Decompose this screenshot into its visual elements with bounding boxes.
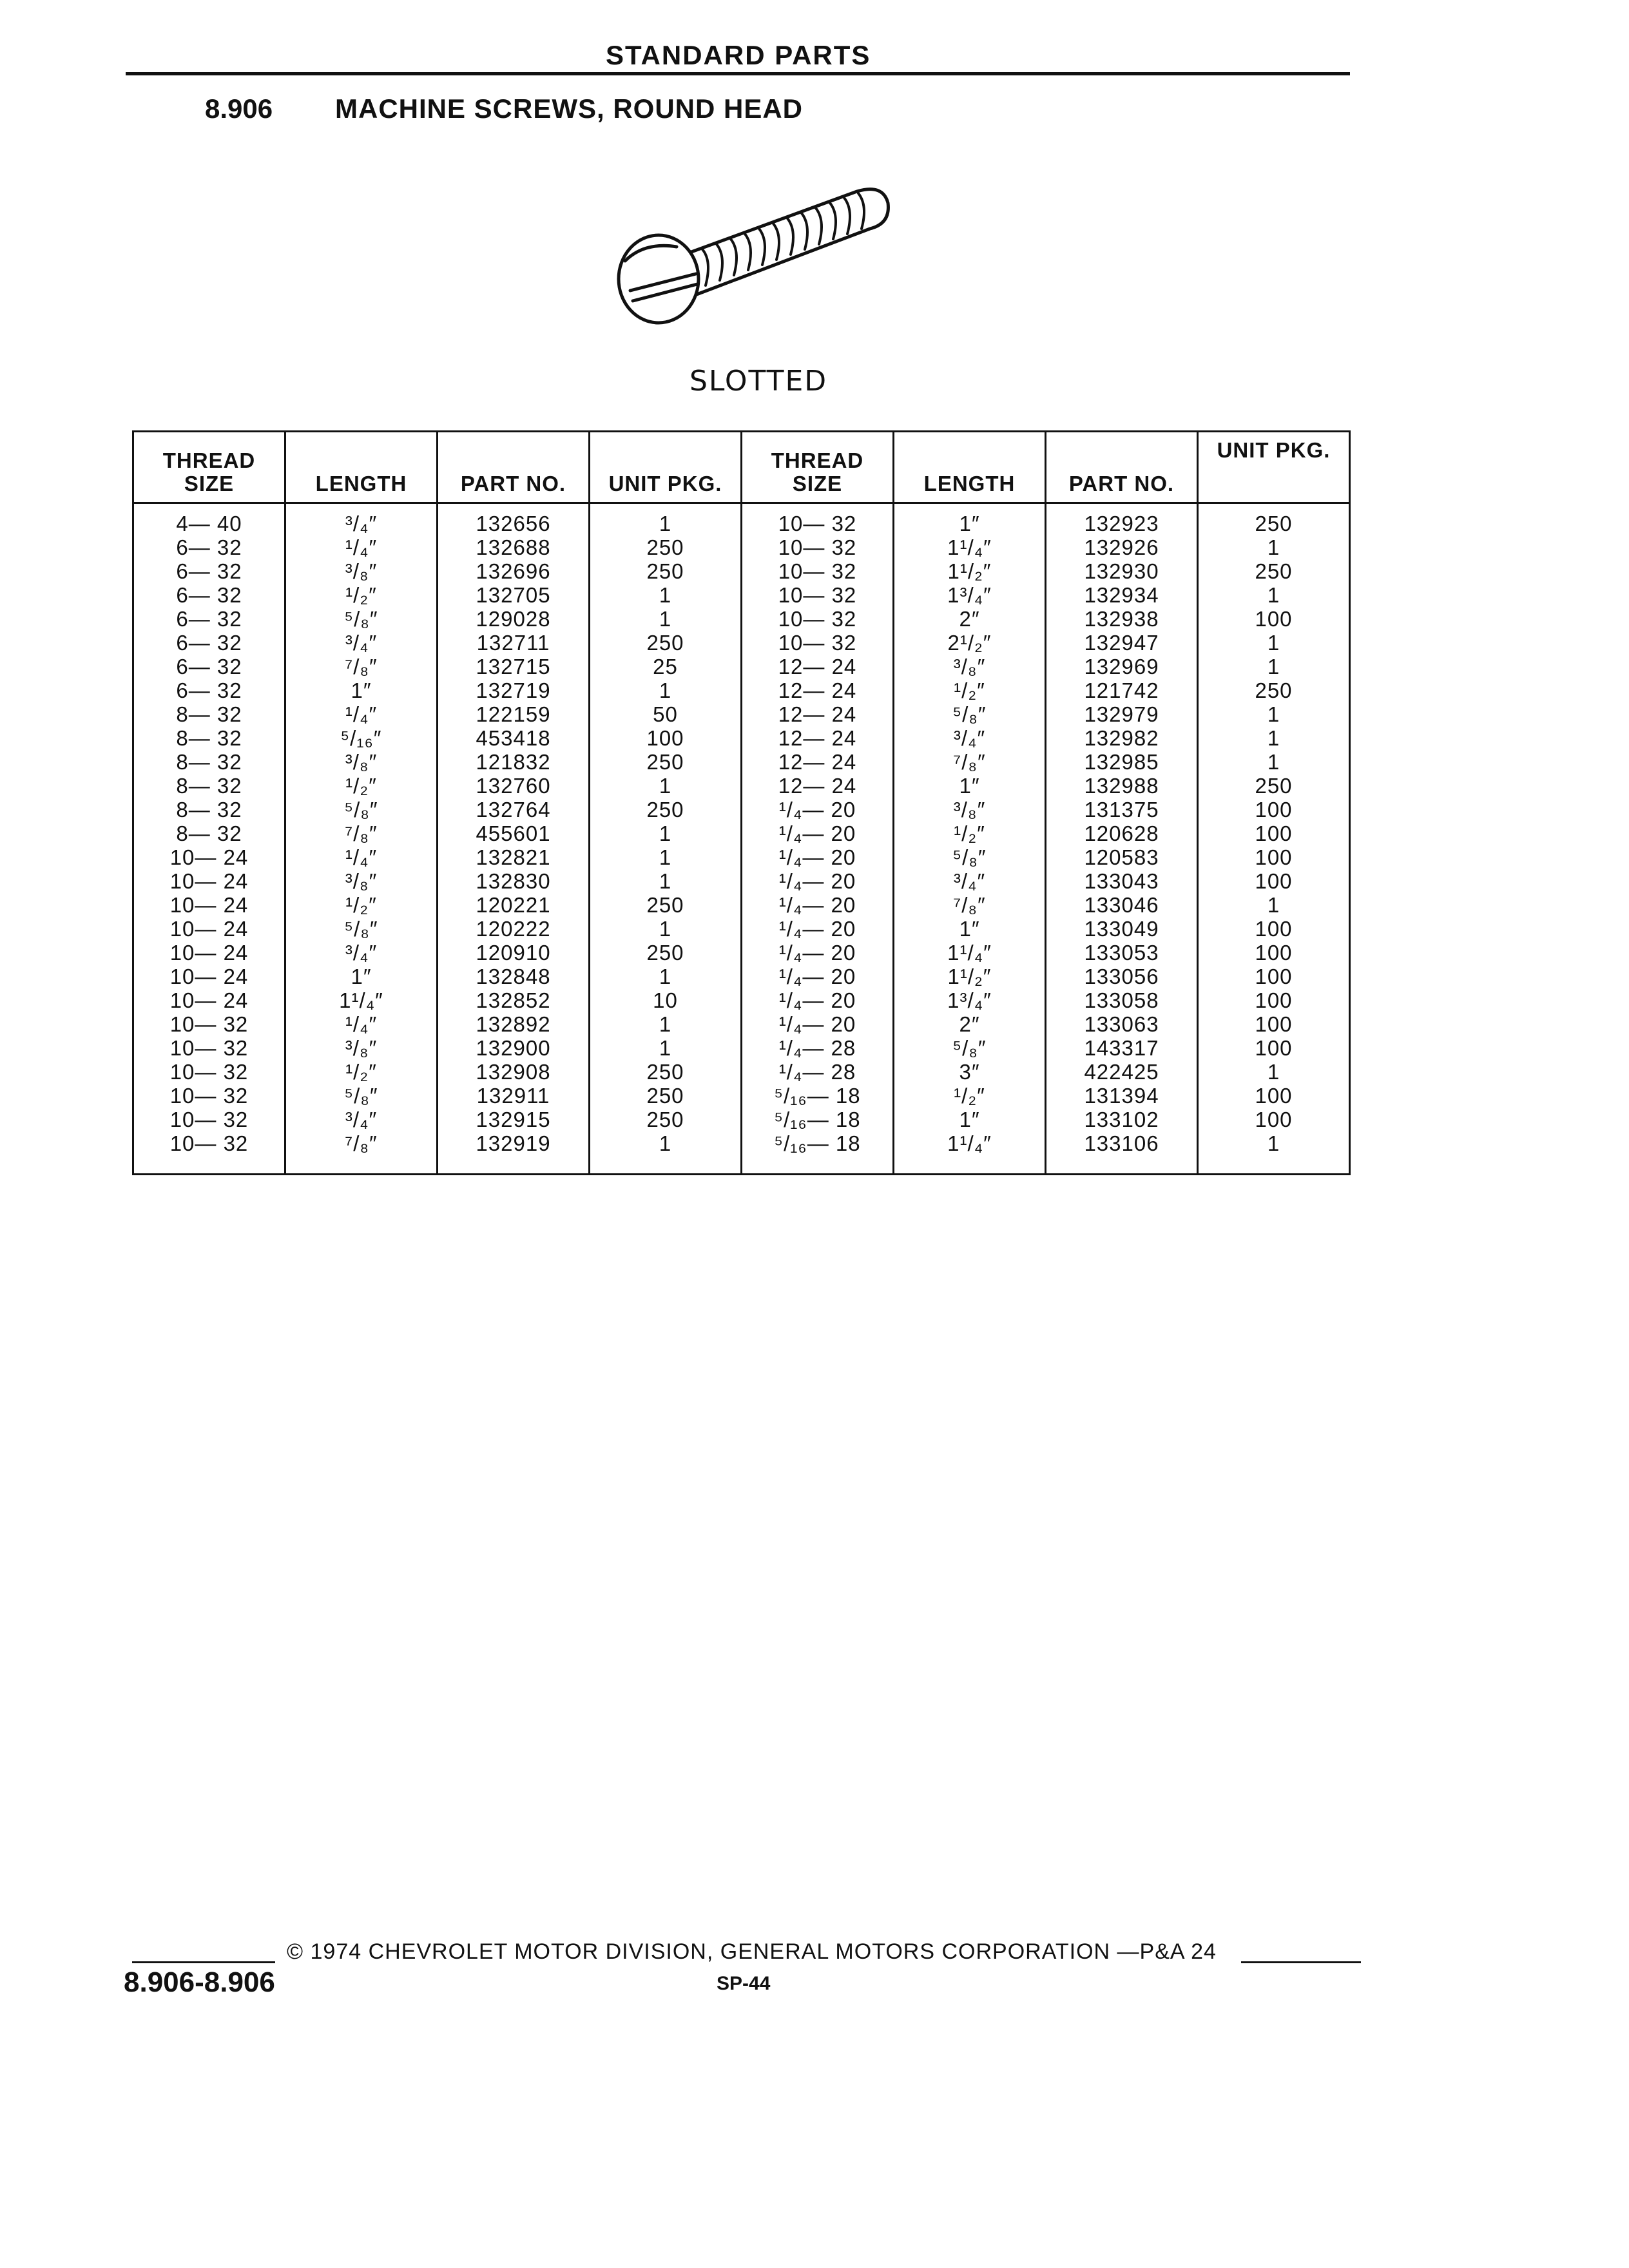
- table-cell: ⁵/₁₆— 18: [742, 1084, 894, 1108]
- table-cell: 1: [590, 869, 742, 893]
- parts-table: [132, 430, 1351, 1175]
- table-cell: 122159: [438, 702, 590, 726]
- slotted-round-head-screw-icon: [599, 164, 909, 351]
- table-row: [133, 869, 1350, 893]
- table-cell: 100: [1198, 917, 1350, 941]
- column-header: PART NO.: [1046, 432, 1198, 503]
- table-cell: 133102: [1046, 1108, 1198, 1131]
- table-cell: ¹/₄″: [285, 535, 438, 559]
- table-cell: ¹/₄— 20: [742, 869, 894, 893]
- table-cell: 100: [1198, 845, 1350, 869]
- table-cell: 100: [1198, 1084, 1350, 1108]
- table-cell: 132988: [1046, 774, 1198, 798]
- table-cell: 250: [1198, 774, 1350, 798]
- table-cell: 1: [1198, 535, 1350, 559]
- table-cell: ¹/₄— 20: [742, 822, 894, 845]
- table-cell: 1: [590, 583, 742, 607]
- table-cell: ¹/₄— 20: [742, 798, 894, 822]
- table-row: [133, 559, 1350, 583]
- table-cell: 6— 32: [133, 655, 285, 678]
- table-cell: 100: [1198, 798, 1350, 822]
- table-cell: 1: [1198, 655, 1350, 678]
- column-header: THREAD SIZE: [133, 432, 285, 503]
- table-cell: 100: [1198, 965, 1350, 988]
- table-cell: ⁷/₈″: [894, 750, 1046, 774]
- table-cell: ⁷/₈″: [894, 893, 1046, 917]
- table-cell: 132930: [1046, 559, 1198, 583]
- table-cell: ³/₈″: [894, 798, 1046, 822]
- table-cell: 120221: [438, 893, 590, 917]
- table-cell: 8— 32: [133, 798, 285, 822]
- table-cell: 133056: [1046, 965, 1198, 988]
- table-cell: 250: [590, 559, 742, 583]
- column-header: LENGTH: [894, 432, 1046, 503]
- table-cell: ⁵/₈″: [285, 917, 438, 941]
- table-cell: 8— 32: [133, 726, 285, 750]
- table-cell: 131394: [1046, 1084, 1198, 1108]
- table-cell: ³/₄″: [285, 503, 438, 536]
- table-cell: 1: [1198, 702, 1350, 726]
- table-cell: ³/₈″: [894, 655, 1046, 678]
- table-cell: 1¹/₂″: [894, 559, 1046, 583]
- table-cell: 250: [590, 941, 742, 965]
- table-cell: ⁵/₈″: [285, 1084, 438, 1108]
- table-cell: 1: [1198, 750, 1350, 774]
- column-header: UNIT PKG.: [1198, 432, 1350, 503]
- table-cell: 133058: [1046, 988, 1198, 1012]
- table-cell: 1: [590, 607, 742, 631]
- table-cell: 2″: [894, 1012, 1046, 1036]
- table-cell: 1¹/₄″: [285, 988, 438, 1012]
- table-cell: 250: [1198, 503, 1350, 536]
- table-cell: 1: [1198, 726, 1350, 750]
- table-cell: 1″: [285, 965, 438, 988]
- table-cell: ¹/₄— 28: [742, 1036, 894, 1060]
- table-cell: 250: [590, 750, 742, 774]
- table-cell: ¹/₄— 20: [742, 917, 894, 941]
- table-cell: 100: [1198, 822, 1350, 845]
- table-cell: 132705: [438, 583, 590, 607]
- table-cell: 50: [590, 702, 742, 726]
- table-cell: 132923: [1046, 503, 1198, 536]
- table-row: [133, 503, 1350, 536]
- table-cell: [742, 1155, 894, 1175]
- table-cell: 10: [590, 988, 742, 1012]
- table-row: [133, 678, 1350, 702]
- table-cell: ⁷/₈″: [285, 822, 438, 845]
- table-header-row: [133, 432, 1350, 503]
- table-cell: 6— 32: [133, 559, 285, 583]
- table-cell: 132852: [438, 988, 590, 1012]
- footer-copyright: © 1974 CHEVROLET MOTOR DIVISION, GENERAL MOTORS CORPORATION —P&A 24: [287, 1939, 1217, 1964]
- table-cell: 10— 32: [133, 1108, 285, 1131]
- table-cell: 131375: [1046, 798, 1198, 822]
- table-cell: ¹/₂″: [285, 1060, 438, 1084]
- table-cell: 10— 32: [742, 503, 894, 536]
- table-cell: 250: [590, 1084, 742, 1108]
- table-cell: 12— 24: [742, 655, 894, 678]
- table-cell: ¹/₂″: [285, 774, 438, 798]
- footer-rule-left: [132, 1961, 275, 1963]
- table-cell: 100: [1198, 1012, 1350, 1036]
- table-cell: 132715: [438, 655, 590, 678]
- table-cell: 100: [1198, 1108, 1350, 1131]
- table-cell: 6— 32: [133, 583, 285, 607]
- table-cell: 132719: [438, 678, 590, 702]
- table-cell: 10— 32: [133, 1084, 285, 1108]
- table-cell: [438, 1155, 590, 1175]
- table-cell: ³/₄″: [894, 869, 1046, 893]
- table-cell: ⁵/₈″: [285, 798, 438, 822]
- column-header: LENGTH: [285, 432, 438, 503]
- column-header: PART NO.: [438, 432, 590, 503]
- table-cell: 121742: [1046, 678, 1198, 702]
- table-cell: 4— 40: [133, 503, 285, 536]
- table-cell: 100: [1198, 1036, 1350, 1060]
- table-cell: 120222: [438, 917, 590, 941]
- table-cell: 1: [590, 1012, 742, 1036]
- table-cell: 132830: [438, 869, 590, 893]
- table-cell: 120583: [1046, 845, 1198, 869]
- table-cell: 133106: [1046, 1131, 1198, 1155]
- table-row: [133, 655, 1350, 678]
- table-cell: 12— 24: [742, 774, 894, 798]
- table-cell: 6— 32: [133, 631, 285, 655]
- table-row: [133, 917, 1350, 941]
- table-cell: 1: [590, 1036, 742, 1060]
- table-cell: 1: [590, 917, 742, 941]
- table-cell: 10— 24: [133, 988, 285, 1012]
- table-row: [133, 988, 1350, 1012]
- table-cell: 1¹/₄″: [894, 941, 1046, 965]
- table-cell: 10— 24: [133, 965, 285, 988]
- table-cell: 1: [1198, 631, 1350, 655]
- table-row: [133, 726, 1350, 750]
- table-bottom-rule: [133, 1155, 1350, 1175]
- table-cell: 143317: [1046, 1036, 1198, 1060]
- table-cell: 422425: [1046, 1060, 1198, 1084]
- table-cell: 250: [590, 893, 742, 917]
- table-row: [133, 631, 1350, 655]
- table-cell: 1³/₄″: [894, 988, 1046, 1012]
- table-row: [133, 1012, 1350, 1036]
- table-cell: 10— 24: [133, 941, 285, 965]
- table-cell: 1³/₄″: [894, 583, 1046, 607]
- table-cell: 120910: [438, 941, 590, 965]
- table-cell: 3″: [894, 1060, 1046, 1084]
- table-cell: 1: [590, 965, 742, 988]
- table-cell: 100: [1198, 988, 1350, 1012]
- table-cell: 132848: [438, 965, 590, 988]
- table-cell: ¹/₂″: [894, 822, 1046, 845]
- table-cell: 1: [1198, 893, 1350, 917]
- table-cell: 10— 32: [742, 631, 894, 655]
- table-cell: ¹/₄— 28: [742, 1060, 894, 1084]
- table-cell: ¹/₄— 20: [742, 893, 894, 917]
- table-row: [133, 535, 1350, 559]
- table-cell: 132985: [1046, 750, 1198, 774]
- table-cell: 6— 32: [133, 607, 285, 631]
- table-cell: 1: [1198, 1131, 1350, 1155]
- table-cell: 132711: [438, 631, 590, 655]
- table-cell: 132947: [1046, 631, 1198, 655]
- table-row: [133, 941, 1350, 965]
- table-cell: 132688: [438, 535, 590, 559]
- table-cell: 10— 32: [133, 1036, 285, 1060]
- table-cell: 1: [1198, 583, 1350, 607]
- table-cell: 120628: [1046, 822, 1198, 845]
- table-cell: ³/₈″: [285, 559, 438, 583]
- table-cell: 2¹/₂″: [894, 631, 1046, 655]
- table-cell: 10— 32: [133, 1131, 285, 1155]
- column-header: THREAD SIZE: [742, 432, 894, 503]
- table-cell: 25: [590, 655, 742, 678]
- table-cell: 100: [1198, 869, 1350, 893]
- table-cell: 10— 24: [133, 917, 285, 941]
- table-cell: ³/₈″: [285, 1036, 438, 1060]
- table-cell: 453418: [438, 726, 590, 750]
- table-cell: ³/₄″: [894, 726, 1046, 750]
- table-cell: ¹/₄″: [285, 1012, 438, 1036]
- table-cell: 132911: [438, 1084, 590, 1108]
- table-cell: ¹/₄— 20: [742, 988, 894, 1012]
- table-cell: 1″: [894, 1108, 1046, 1131]
- table-cell: 8— 32: [133, 774, 285, 798]
- header-rule: [126, 72, 1350, 75]
- table-cell: 132656: [438, 503, 590, 536]
- table-cell: ³/₈″: [285, 869, 438, 893]
- table-cell: 455601: [438, 822, 590, 845]
- table-cell: 132892: [438, 1012, 590, 1036]
- illustration-caption: SLOTTED: [689, 365, 828, 398]
- table-cell: 132821: [438, 845, 590, 869]
- table-cell: ¹/₂″: [894, 1084, 1046, 1108]
- table-cell: ¹/₄— 20: [742, 845, 894, 869]
- table-cell: 1: [590, 1131, 742, 1155]
- table-cell: ⁵/₈″: [285, 607, 438, 631]
- table-cell: 8— 32: [133, 702, 285, 726]
- table-cell: 10— 32: [742, 583, 894, 607]
- table-row: [133, 893, 1350, 917]
- table-cell: 100: [1198, 941, 1350, 965]
- table-cell: 132760: [438, 774, 590, 798]
- table-cell: 133046: [1046, 893, 1198, 917]
- table-row: [133, 1108, 1350, 1131]
- table-cell: 132908: [438, 1060, 590, 1084]
- table-cell: 12— 24: [742, 750, 894, 774]
- table-cell: 12— 24: [742, 678, 894, 702]
- table-cell: 132764: [438, 798, 590, 822]
- table-cell: 12— 24: [742, 726, 894, 750]
- table-cell: [285, 1155, 438, 1175]
- table-cell: 6— 32: [133, 678, 285, 702]
- table-cell: 133043: [1046, 869, 1198, 893]
- table-cell: [1198, 1155, 1350, 1175]
- table-cell: ⁷/₈″: [285, 655, 438, 678]
- table-cell: ⁵/₈″: [894, 702, 1046, 726]
- table-row: [133, 750, 1350, 774]
- table-cell: 133063: [1046, 1012, 1198, 1036]
- table-cell: [133, 1155, 285, 1175]
- table-cell: 133049: [1046, 917, 1198, 941]
- table-cell: ³/₄″: [285, 1108, 438, 1131]
- table-cell: 250: [590, 798, 742, 822]
- table-cell: 2″: [894, 607, 1046, 631]
- table-cell: 1″: [894, 917, 1046, 941]
- table-cell: 132969: [1046, 655, 1198, 678]
- table-cell: ¹/₄— 20: [742, 1012, 894, 1036]
- footer-rule-right: [1241, 1961, 1361, 1963]
- table-cell: 1: [590, 678, 742, 702]
- table-cell: ¹/₄— 20: [742, 965, 894, 988]
- table-cell: ¹/₂″: [285, 893, 438, 917]
- table-cell: ⁷/₈″: [285, 1131, 438, 1155]
- table-row: [133, 822, 1350, 845]
- table-cell: [894, 1155, 1046, 1175]
- table-cell: 132900: [438, 1036, 590, 1060]
- table-cell: 10— 24: [133, 869, 285, 893]
- table-cell: 1″: [285, 678, 438, 702]
- table-row: [133, 1060, 1350, 1084]
- table-cell: 1: [590, 774, 742, 798]
- table-cell: [590, 1155, 742, 1175]
- table-cell: ⁵/₈″: [894, 1036, 1046, 1060]
- table-cell: 10— 24: [133, 845, 285, 869]
- table-cell: 8— 32: [133, 750, 285, 774]
- table-row: [133, 1131, 1350, 1155]
- table-cell: 132926: [1046, 535, 1198, 559]
- table-cell: 250: [590, 1108, 742, 1131]
- table-cell: 12— 24: [742, 702, 894, 726]
- page-header-title: STANDARD PARTS: [606, 40, 871, 70]
- table-cell: 100: [1198, 607, 1350, 631]
- table-cell: ³/₈″: [285, 750, 438, 774]
- table-cell: 132934: [1046, 583, 1198, 607]
- table-cell: 10— 32: [133, 1060, 285, 1084]
- table-cell: 1: [1198, 1060, 1350, 1084]
- table-row: [133, 583, 1350, 607]
- table-cell: 132919: [438, 1131, 590, 1155]
- table-cell: 250: [1198, 678, 1350, 702]
- table-cell: 132696: [438, 559, 590, 583]
- table-cell: [1046, 1155, 1198, 1175]
- footer-section-code: 8.906-8.906: [124, 1966, 275, 1998]
- table-cell: 132938: [1046, 607, 1198, 631]
- table-cell: 1¹/₄″: [894, 535, 1046, 559]
- table-row: [133, 845, 1350, 869]
- table-cell: 1″: [894, 774, 1046, 798]
- table-cell: ¹/₂″: [285, 583, 438, 607]
- table-cell: 1¹/₂″: [894, 965, 1046, 988]
- table-row: [133, 965, 1350, 988]
- table-cell: 1: [590, 503, 742, 536]
- table-body: [133, 503, 1350, 1175]
- table-cell: 132979: [1046, 702, 1198, 726]
- table-cell: 132982: [1046, 726, 1198, 750]
- table-row: [133, 1036, 1350, 1060]
- table-cell: ⁵/₁₆— 18: [742, 1108, 894, 1131]
- column-header: UNIT PKG.: [590, 432, 742, 503]
- table-cell: 129028: [438, 607, 590, 631]
- table-cell: ⁵/₁₆″: [285, 726, 438, 750]
- table-cell: 10— 32: [742, 559, 894, 583]
- table-row: [133, 1084, 1350, 1108]
- table-cell: 250: [590, 631, 742, 655]
- table-row: [133, 607, 1350, 631]
- table-cell: ¹/₄— 20: [742, 941, 894, 965]
- table-row: [133, 702, 1350, 726]
- table-cell: ⁵/₈″: [894, 845, 1046, 869]
- table-cell: ³/₄″: [285, 631, 438, 655]
- section-number: 8.906: [205, 93, 273, 124]
- table-cell: 1¹/₄″: [894, 1131, 1046, 1155]
- table-cell: 250: [590, 1060, 742, 1084]
- table-cell: 1″: [894, 503, 1046, 536]
- table-cell: 6— 32: [133, 535, 285, 559]
- table-cell: 121832: [438, 750, 590, 774]
- table-cell: ⁵/₁₆— 18: [742, 1131, 894, 1155]
- table-cell: 250: [590, 535, 742, 559]
- table-cell: 133053: [1046, 941, 1198, 965]
- table-cell: 10— 32: [742, 535, 894, 559]
- section-title: MACHINE SCREWS, ROUND HEAD: [335, 93, 804, 124]
- table-cell: 1: [590, 822, 742, 845]
- table-cell: 250: [1198, 559, 1350, 583]
- table-row: [133, 798, 1350, 822]
- table-cell: 132915: [438, 1108, 590, 1131]
- table-cell: 10— 24: [133, 893, 285, 917]
- table-cell: ³/₄″: [285, 941, 438, 965]
- table-cell: 10— 32: [133, 1012, 285, 1036]
- table-row: [133, 774, 1350, 798]
- table-cell: ¹/₂″: [894, 678, 1046, 702]
- table-cell: ¹/₄″: [285, 702, 438, 726]
- footer-page-number: SP-44: [717, 1973, 771, 1994]
- table-cell: 8— 32: [133, 822, 285, 845]
- table-cell: 1: [590, 845, 742, 869]
- table-cell: ¹/₄″: [285, 845, 438, 869]
- table-cell: 10— 32: [742, 607, 894, 631]
- table-cell: 100: [590, 726, 742, 750]
